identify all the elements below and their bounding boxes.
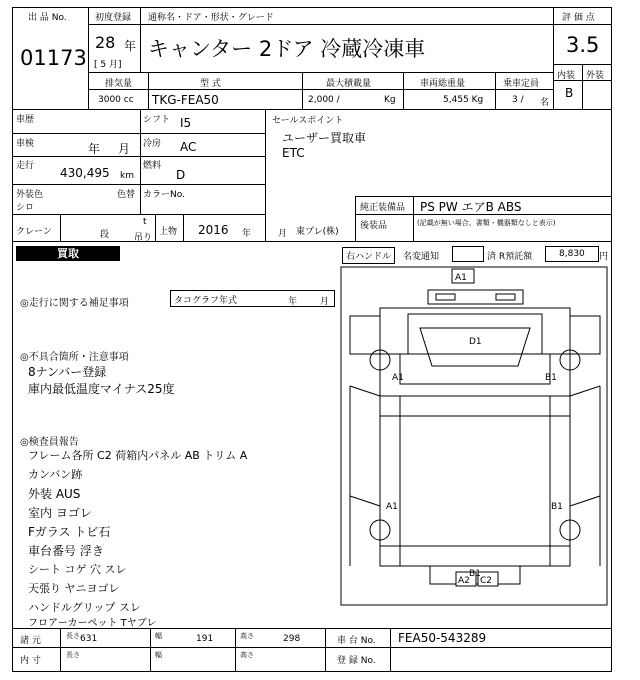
inner-dims-label: 内 寸: [20, 656, 41, 666]
inspector-line: シート コゲ 穴 スレ: [28, 563, 127, 576]
inner-width-label: 幅: [155, 651, 162, 659]
reg-month: [ 5 月]: [94, 60, 122, 70]
inner-length-label: 長さ: [66, 651, 80, 659]
inspector-line: フレーム各所 C2 荷箱内パネル AB トリム A: [28, 449, 248, 462]
color-no-label: カラーNo.: [143, 190, 185, 200]
capacity-value: 2,000 /: [308, 95, 340, 105]
car-name-label: 通称名・ドア・形状・グレード: [148, 13, 274, 23]
defect-line: 庫内最低温度マイナス25度: [28, 382, 175, 396]
aircon-value: AC: [180, 140, 197, 154]
lot-label: 出 品 No.: [28, 13, 67, 23]
damage-mark: D1: [469, 337, 482, 347]
recycle-unit: 円: [599, 252, 609, 262]
gross-weight-label: 車両総重量: [420, 79, 466, 89]
upper-month-unit: 月: [278, 229, 288, 239]
inspector-line: 室内 ヨゴレ: [28, 506, 92, 520]
height-label: 高さ: [240, 632, 254, 640]
damage-mark: B1: [469, 569, 481, 579]
grade-value: 3.5: [566, 33, 600, 57]
inspector-line: Fガラス トビ石: [28, 525, 111, 539]
seats-unit: 名: [540, 98, 550, 108]
inner-height-label: 高さ: [240, 651, 254, 659]
interior-label: 内装: [557, 71, 576, 81]
seats-label: 乗車定員: [503, 79, 540, 89]
inspector-line: 天張り ヤニヨゴレ: [28, 582, 120, 595]
truck-outline: [350, 290, 600, 584]
name-change-box: [452, 246, 484, 262]
fuel-value: D: [176, 168, 186, 182]
reg-year-unit: 年: [124, 39, 137, 53]
capacity-unit: Kg: [384, 95, 396, 105]
upper-year-unit: 年: [242, 229, 252, 239]
color-change-label: 色替: [117, 190, 136, 200]
crane-label: クレーン: [16, 227, 52, 237]
upper-year: 2016: [198, 223, 229, 237]
aftermarket-note: (記載が無い場合、書類・機器類なしと表示): [417, 219, 556, 227]
damage-mark: B1: [551, 502, 563, 512]
reg-year: 28: [95, 33, 116, 52]
inspection-year: 年: [88, 142, 101, 156]
length-label: 長さ: [66, 632, 80, 640]
damage-mark: A1: [392, 373, 404, 383]
car-name: キャンター 2ドア 冷蔵冷凍車: [148, 37, 426, 61]
ext-color-label: 外装色: [16, 190, 44, 200]
inspection-label: 車検: [16, 139, 35, 149]
history-label: 車歴: [16, 115, 35, 125]
mileage-unit: km: [120, 171, 134, 181]
inspector-line: 車台番号 浮き: [28, 544, 104, 558]
damage-mark: A1: [386, 502, 398, 512]
height-value: 298: [283, 634, 301, 644]
mileage-value: 430,495: [60, 166, 110, 180]
equipment-label: 純正装備品: [360, 203, 406, 213]
inspector-heading: ◎検査員報告: [20, 437, 79, 448]
shift-value: I5: [180, 116, 192, 130]
damage-diagram: [340, 266, 610, 610]
inspector-line: フロアーカーペット Tヤブレ: [28, 618, 157, 629]
capacity-label: 最大積載量: [326, 79, 372, 89]
aircon-label: 冷房: [143, 139, 162, 149]
grade-label: 評 価 点: [562, 13, 595, 23]
model-value: TKG-FEA50: [152, 93, 219, 107]
model-label: 型 式: [200, 79, 221, 89]
tacho-month: 月: [320, 297, 330, 307]
equipment-value: PS PW エアB ABS: [420, 200, 522, 214]
sales-point-line: ETC: [282, 146, 305, 160]
tacho-year: 年: [288, 297, 298, 307]
damage-mark: A1: [455, 273, 467, 283]
shift-label: シフト: [143, 115, 171, 125]
name-change-label: 名変通知: [403, 252, 440, 262]
gross-weight-value: 5,455 Kg: [443, 95, 484, 105]
damage-mark: A2: [458, 576, 470, 586]
inspector-line: ハンドルグリップ スレ: [28, 601, 141, 614]
damage-mark: C2: [480, 576, 493, 586]
inspector-line: カンバン跡: [28, 468, 83, 481]
width-label: 幅: [155, 632, 162, 640]
upper-maker: 東プレ(株): [296, 227, 339, 237]
upper-label: 上物: [159, 227, 178, 237]
fuel-label: 燃料: [143, 161, 162, 171]
crane-hang: 吊り: [134, 233, 153, 243]
defect-line: 8ナンバー登録: [28, 365, 107, 379]
rhd-badge: 右ハンドル: [342, 247, 395, 264]
inspector-line: 外装 AUS: [28, 487, 81, 501]
crane-stage: 段: [100, 230, 110, 240]
displacement-label: 排気量: [105, 79, 133, 89]
recycle-amount: 8,830: [559, 249, 585, 259]
mileage-label: 走行: [16, 161, 35, 171]
ext-color-value: シロ: [16, 203, 35, 213]
inspection-month: 月: [118, 142, 131, 156]
damage-mark: B1: [545, 373, 557, 383]
width-value: 191: [196, 634, 214, 644]
chassis-label: 車 台 No.: [337, 636, 376, 646]
exterior-label: 外装: [586, 71, 605, 81]
defects-heading: ◎不具合箇所・注意事項: [20, 352, 129, 363]
purchase-badge: 買取: [16, 246, 120, 261]
crane-ton: t: [143, 217, 147, 227]
registration-label: 登 録 No.: [337, 656, 376, 666]
length-value: 631: [80, 634, 98, 644]
seats-value: 3 /: [512, 95, 524, 105]
chassis-number: FEA50-543289: [398, 631, 487, 645]
tacho-label: タコグラフ年式: [174, 296, 238, 306]
sales-point-line: ユーザー買取車: [282, 131, 367, 145]
lot-number: 01173: [20, 46, 87, 70]
interior-grade: B: [565, 86, 574, 100]
dims-label: 諸 元: [20, 636, 41, 646]
displacement-value: 3000 cc: [98, 95, 134, 105]
recycle-label: 済 R預託額: [487, 252, 533, 262]
driving-notes-heading: ◎走行に関する補足事項: [20, 298, 129, 309]
aftermarket-label: 後装品: [360, 221, 388, 231]
sales-point-label: セールスポイント: [272, 116, 344, 126]
first-reg-label: 初度登録: [95, 13, 132, 23]
